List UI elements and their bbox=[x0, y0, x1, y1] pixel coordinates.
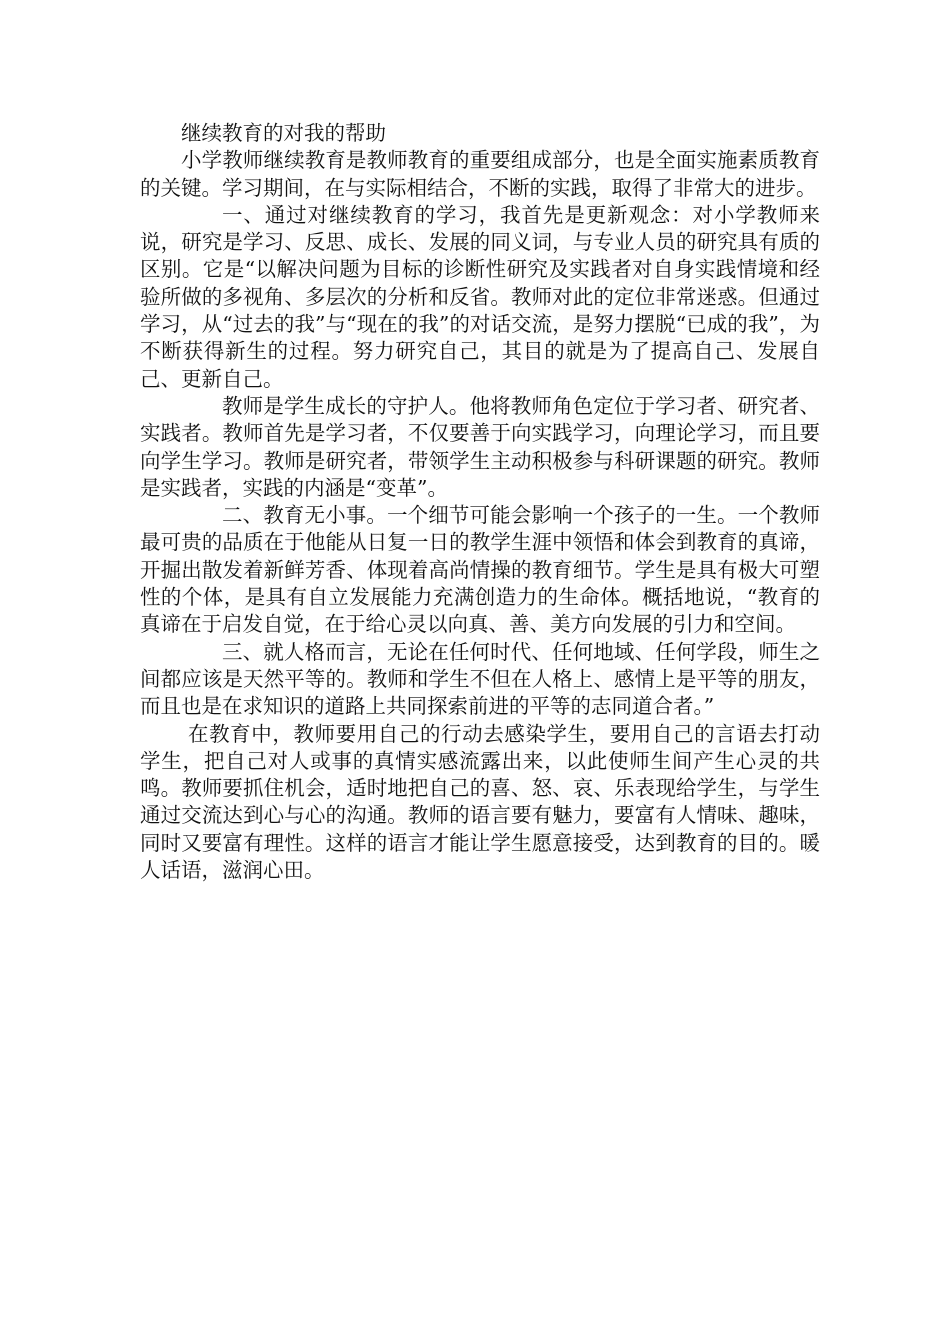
paragraph-intro: 小学教师继续教育是教师教育的重要组成部分，也是全面实施素质教育的关键。学习期间，在与实际相结合，不断的实践，取得了非常大的进步。 bbox=[140, 148, 820, 200]
paragraph-teacher-role: 教师是学生成长的守护人。他将教师角色定位于学习者、研究者、实践者。教师首先是学习者，不仅要善于向实践学习，向理论学习，而且要向学生学习。教师是研究者，带领学生主动积极参与科研课题的研究。教师是实践者，实践的内涵是“变革”。 bbox=[140, 393, 820, 500]
document-body bbox=[140, 120, 820, 884]
paragraph-conclusion: 在教育中，教师要用自己的行动去感染学生，要用自己的言语去打动学生，把自己对人或事的真情实感流露出来，以此使师生间产生心灵的共鸣。教师要抓住机会，适时地把自己的喜、怒、哀、乐表现给学生，与学生通过交流达到心与心的沟通。教师的语言要有魅力，要富有人情味、趣味，同时又要富有理性。这样的语言才能让学生愿意接受，达到教育的目的。暖人话语，滋润心田。 bbox=[140, 721, 820, 883]
paragraph-section-three: 三、就人格而言，无论在任何时代、任何地域、任何学段，师生之间都应该是天然平等的。教师和学生不但在人格上、感情上是平等的朋友，而且也是在求知识的道路上共同探索前进的平等的志同道合者。” bbox=[140, 639, 820, 719]
document-title: 继续教育的对我的帮助 bbox=[181, 121, 386, 145]
paragraph-section-one: 一、通过对继续教育的学习，我首先是更新观念：对小学教师来说，研究是学习、反思、成长、发展的同义词，与专业人员的研究具有质的区别。它是“以解决问题为目标的诊断性研究及实践者对自身实践情境和经验所做的多视角、多层次的分析和反省。教师对此的定位非常迷惑。但通过学习，从“过去的我”与“现在的我”的对话交流，是努力摆脱“已成的我”，为不断获得新生的过程。努力研究自己，其目的就是为了提高自己、发展自己、更新自己。 bbox=[140, 202, 820, 391]
paragraph-section-two: 二、教育无小事。一个细节可能会影响一个孩子的一生。一个教师最可贵的品质在于他能从日复一日的教学生涯中领悟和体会到教育的真谛，开掘出散发着新鲜芳香、体现着高尚情操的教育细节。学生是具有极大可塑性的个体，是具有自立发展能力充满创造力的生命体。概括地说，“教育的真谛在于启发自觉，在于给心灵以向真、善、美方向发展的引力和空间。 bbox=[140, 503, 820, 637]
